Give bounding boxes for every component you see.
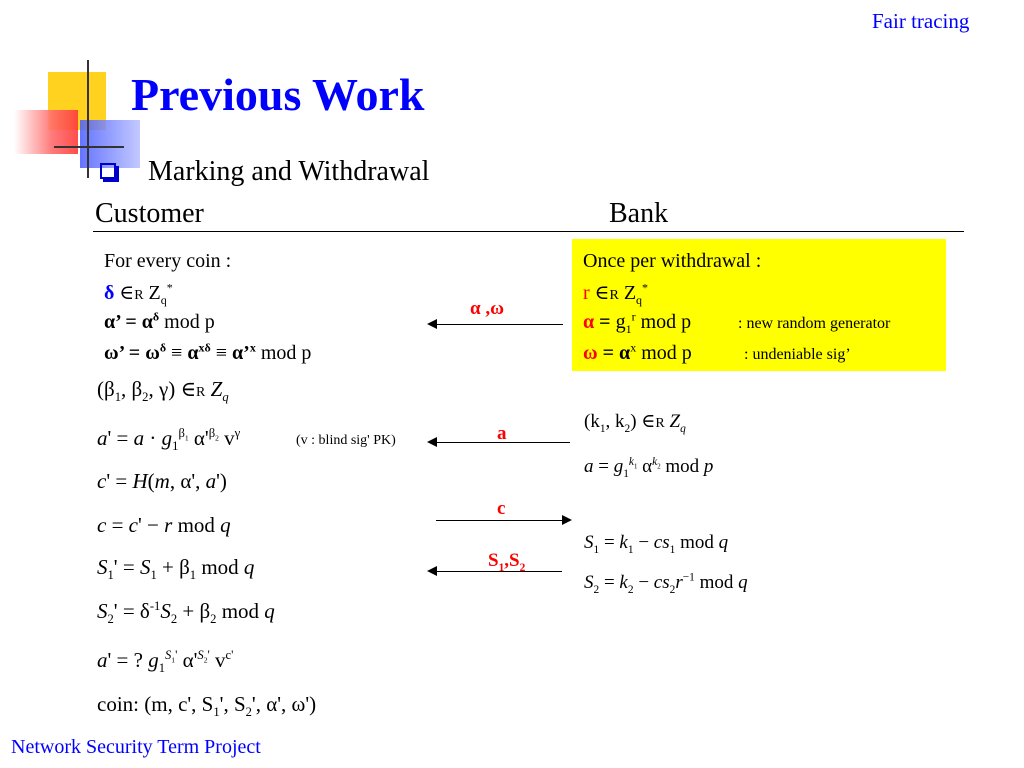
bank-k-line: ($k_1$, $k_2$) ∈R $Z_q$ (584, 411, 686, 435)
bank-omega-line: $\omega = \alpha^x$ mod p (583, 340, 692, 364)
bank-s1-line: $S_1 = k_1 - cs_1$ mod q (584, 532, 729, 556)
message-alpha-omega: α ,ω (470, 298, 504, 319)
arrow-2-head (427, 437, 437, 447)
bank-s2-line: $S_2 = k_2 - cs_2r^{-1}$ mod q (584, 571, 748, 596)
checkbox-bullet-icon (100, 163, 116, 179)
column-bank: Bank (609, 198, 669, 229)
arrow-1-head (427, 319, 437, 329)
bank-alpha-line: $\alpha = g_1^r$ mod p (583, 309, 692, 336)
bank-a-line: $a = g_1^{k_1}$ $\alpha^{k_2}$ mod p (584, 455, 714, 480)
c-def-line: c = c' − r mod q (97, 513, 231, 537)
omega-prime-line: ω’ = $\omega^\delta \equiv \alpha^{x\delta}$ ≡ α’$^x$ mod p (104, 340, 312, 364)
column-customer: Customer (95, 198, 204, 229)
omega-note: : undeniable sig’ (744, 346, 851, 363)
arrow-2-line (436, 442, 570, 443)
a-prime-line: $a' = a \cdot g_1^{\beta_1}$ $\alpha'^{\beta_2}$ $v^\gamma$ (97, 426, 241, 454)
alpha-note: : new random generator (738, 315, 891, 332)
arrow-4-head (427, 566, 437, 576)
c-prime-line: c' = H(m, α', a') (97, 469, 227, 493)
beta-gamma-line: ($\beta_1$, $\beta_2$, γ) ∈R $Z_q$ (97, 377, 229, 405)
logo-vline (87, 60, 89, 178)
delta-line: δ ∈R $Z_q^*$ (104, 280, 173, 307)
arrow-3-line (436, 520, 562, 521)
arrow-3-head (562, 515, 572, 525)
bank-r-line: r ∈R $Z_q^*$ (583, 280, 649, 307)
alpha-prime-line: α’ = $\alpha^\delta$ mod p (104, 309, 215, 333)
message-c: c (497, 498, 506, 519)
s2-prime-line: $S_2' = \delta^{-1}S_2 + \beta_2$ mod q (97, 599, 275, 627)
corner-title: Fair tracing (872, 9, 970, 33)
logo-hline (54, 146, 124, 148)
footer-project: Network Security Term Project (11, 736, 261, 758)
logo-square-blue (80, 120, 140, 168)
s1-prime-line: $S_1' = S_1 + \beta_1$ mod q (97, 555, 255, 583)
bullet-text: Marking and Withdrawal (148, 156, 430, 187)
once-per-withdrawal: Once per withdrawal : (583, 250, 762, 272)
coin-line: coin: (m, c', $S_1'$, $S_2'$, α', ω') (97, 692, 317, 720)
header-rule (93, 231, 964, 232)
arrow-4-line (436, 571, 562, 572)
message-s1-s2: $S_1,S_2$ (488, 550, 526, 574)
message-a: a (497, 423, 507, 444)
page-title: Previous Work (131, 69, 425, 120)
verify-line: a' = ? $g_1^{S_1'}$ $\alpha'^{S_2'}$ $v^{c'}$ (97, 648, 234, 676)
arrow-1-line (436, 324, 563, 325)
blind-sig-note: (v : blind sig' PK) (296, 433, 396, 448)
for-every-coin: For every coin : (104, 250, 232, 272)
